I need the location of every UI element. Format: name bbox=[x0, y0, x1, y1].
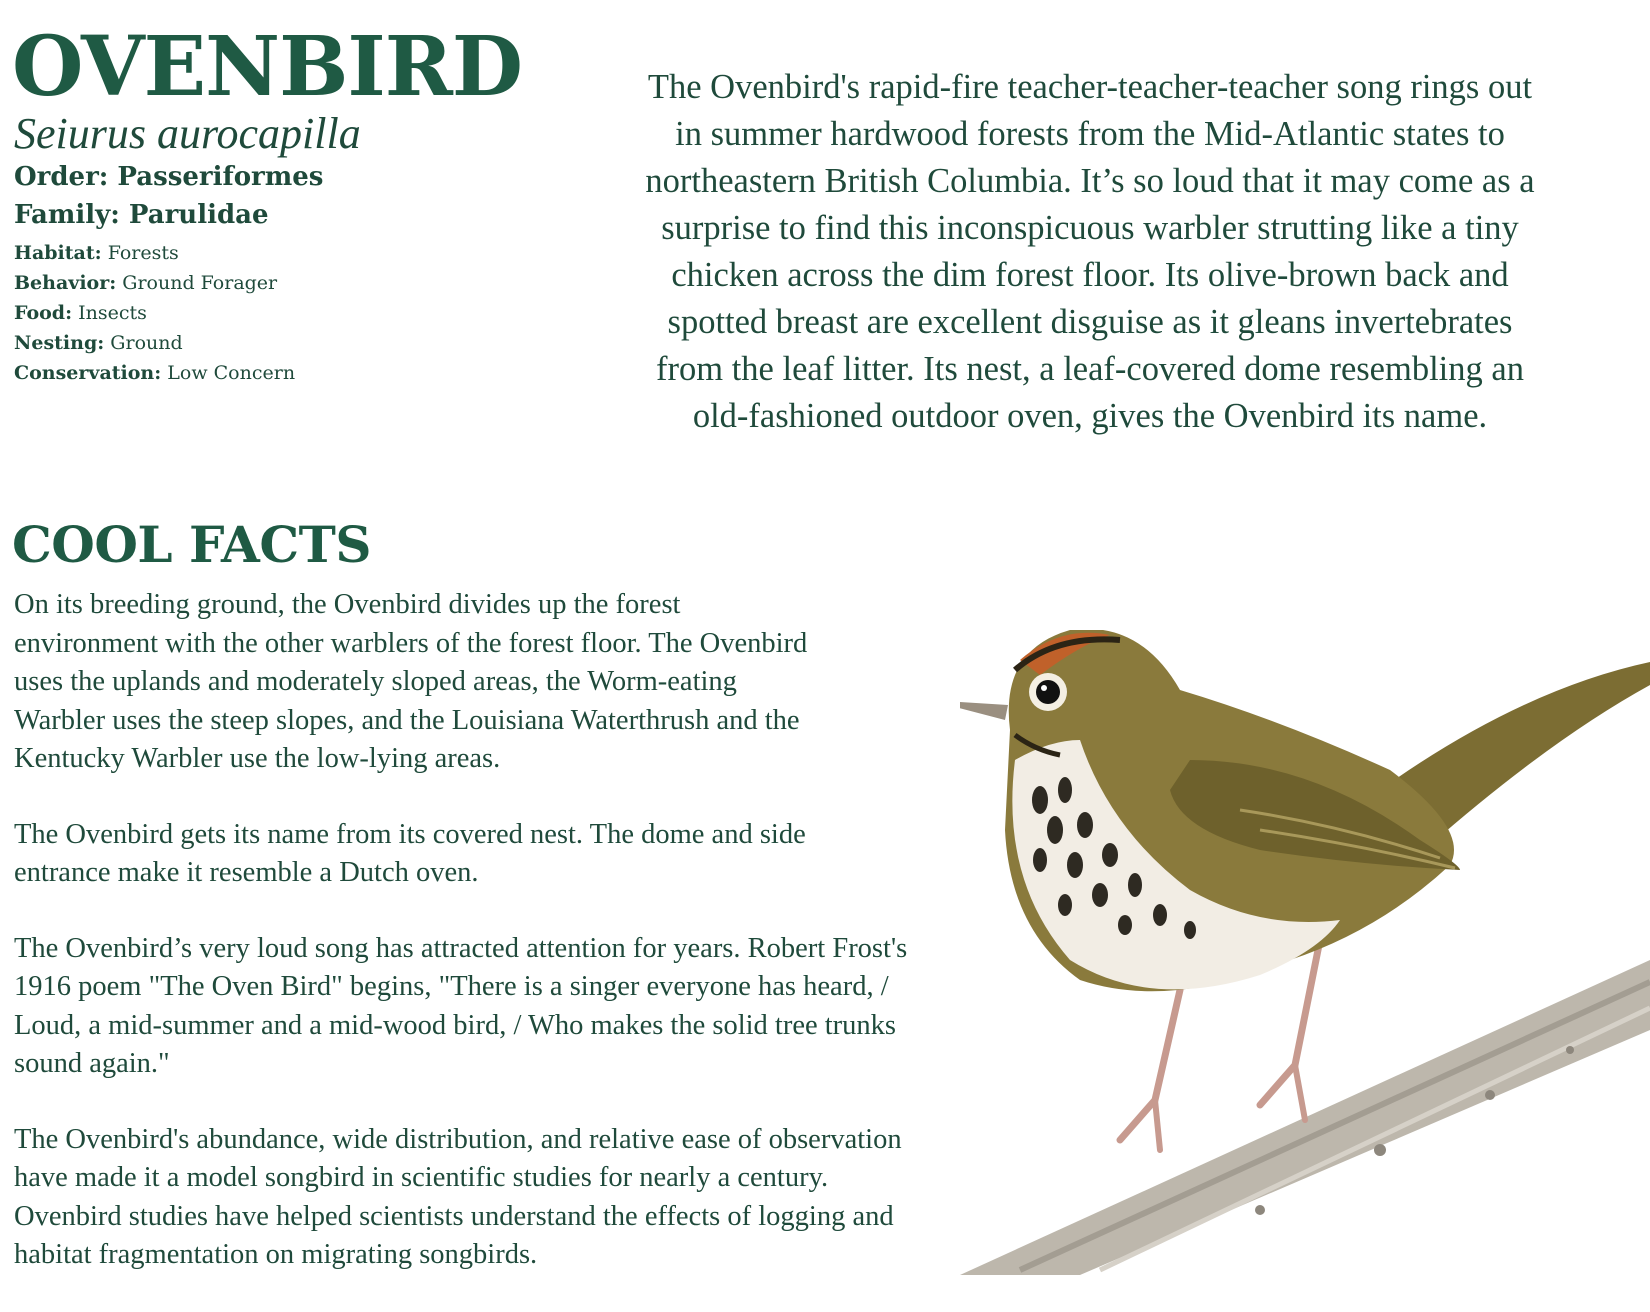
fact-paragraph-song: The Ovenbird’s very loud song has attracted attention for years. Robert Frost's 1916 poem "The Oven Bird" begins, "There is a singer everyone has heard, / Loud, a mid-summer and a mid-wood bird, / Who makes the solid tree trunks sound again." bbox=[14, 932, 908, 1079]
cool-facts-heading: COOL FACTS bbox=[12, 515, 371, 574]
ovenbird-photo-icon bbox=[960, 630, 1650, 1275]
intro-line: chicken across the dim forest floor. Its olive-brown back and bbox=[671, 256, 1509, 294]
common-name-title: OVENBIRD bbox=[12, 19, 522, 115]
cool-facts-section bbox=[14, 586, 1054, 1312]
intro-line: in summer hardwood forests from the Mid-Atlantic states to bbox=[675, 115, 1505, 153]
attribute-conservation: Conservation: Low Concern bbox=[14, 362, 296, 384]
fact-paragraph-name: The Ovenbird gets its name from its covered nest. The dome and side entrance make it resemble a Dutch oven. bbox=[14, 818, 806, 888]
attribute-list bbox=[14, 238, 532, 388]
ovenbird-illustration bbox=[960, 630, 1650, 1275]
intro-line: spotted breast are excellent disguise as it gleans invertebrates bbox=[667, 303, 1513, 341]
family-label: Family: Parulidae bbox=[14, 200, 269, 230]
intro-line: The Ovenbird's rapid-fire teacher-teacher-teacher song rings out bbox=[647, 68, 1533, 106]
attribute-behavior: Behavior: Ground Forager bbox=[14, 272, 278, 294]
intro-paragraph bbox=[560, 64, 1620, 440]
eye bbox=[1036, 680, 1060, 704]
beak bbox=[960, 700, 1008, 720]
intro-line: old-fashioned outdoor oven, gives the Ovenbird its name. bbox=[692, 397, 1488, 435]
scientific-name: Seiurus aurocapilla bbox=[14, 109, 361, 158]
intro-line: from the leaf litter. Its nest, a leaf-covered dome resembling an bbox=[656, 350, 1524, 388]
species-header bbox=[12, 19, 532, 388]
attribute-nesting: Nesting: Ground bbox=[14, 332, 183, 354]
fact-paragraph-territory: On its breeding ground, the Ovenbird divides up the forest environment with the other warblers of the forest floor. The Ovenbird uses the uplands and moderately sloped areas, the Worm-eating Warbler uses the steep slopes, and the Louisiana Waterthrush and the Kentucky Warbler use the low-lying areas. bbox=[14, 589, 808, 774]
attribute-habitat: Habitat: Forests bbox=[14, 242, 179, 264]
fact-paragraph-research: The Ovenbird's abundance, wide distribution, and relative ease of observation have made it a model songbird in scientific studies for nearly a century. Ovenbird studies have helped scientists understand the effects of logging and habitat fragmentation on migrating songbirds. bbox=[14, 1123, 902, 1270]
order-label: Order: Passeriformes bbox=[14, 162, 324, 192]
intro-line: northeastern British Columbia. It’s so loud that it may come as a bbox=[645, 162, 1535, 200]
attribute-food: Food: Insects bbox=[14, 302, 147, 324]
intro-line: surprise to find this inconspicuous warbler strutting like a tiny bbox=[661, 209, 1519, 247]
